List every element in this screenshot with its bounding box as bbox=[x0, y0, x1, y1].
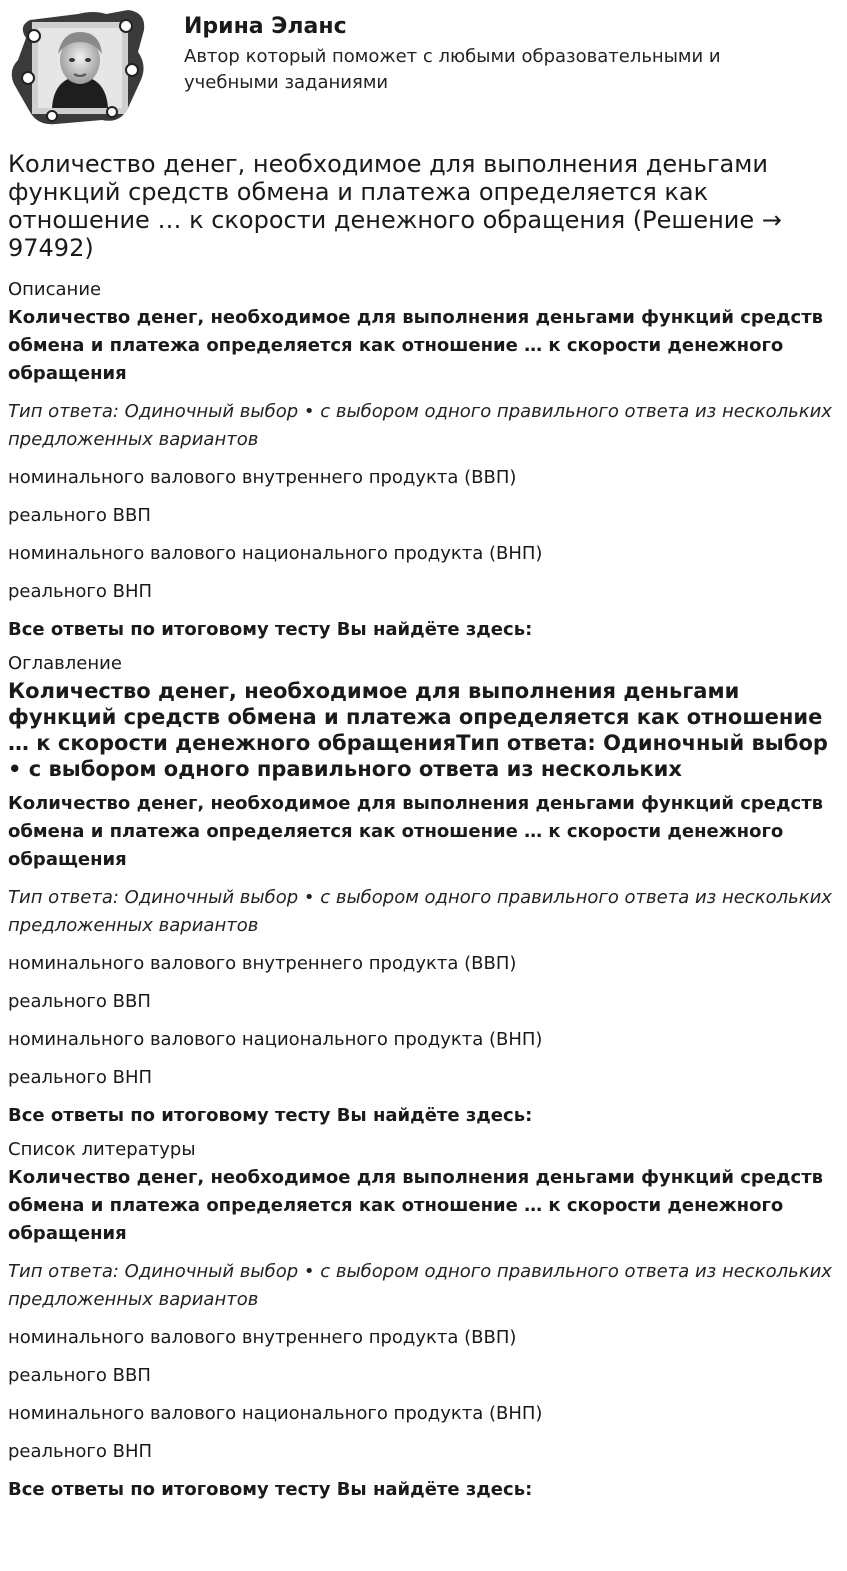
answer-type: Тип ответа: Одиночный выбор • с выбором одного правильного ответа из нескольких предложенных вариантов bbox=[8, 1261, 832, 1310]
question-text: Количество денег, необходимое для выполнения деньгами функций средств обмена и платежа определяется как отношение … к скорости денежного обращения bbox=[8, 1167, 824, 1244]
author-name[interactable]: Ирина Эланс bbox=[184, 14, 347, 39]
author-info bbox=[184, 8, 784, 96]
author-card bbox=[8, 0, 839, 138]
answer-type: Тип ответа: Одиночный выбор • с выбором одного правильного ответа из нескольких предложенных вариантов bbox=[8, 401, 832, 450]
toc-heading: Количество денег, необходимое для выполнения деньгами функций средств обмена и платежа определяется как отношение … к скорости денежного обращенияТип ответа: Одиночный выбор • с выбором одного правильного ответа из нескольких bbox=[8, 679, 828, 781]
section-label-bibliography: Список литературы bbox=[8, 1139, 196, 1160]
option-item: реального ВВП bbox=[8, 991, 151, 1012]
option-item: номинального валового внутреннего продукта (ВВП) bbox=[8, 953, 517, 974]
section-label-description: Описание bbox=[8, 279, 102, 300]
answers-link[interactable]: Все ответы по итоговому тесту Вы найдёте здесь: bbox=[8, 1479, 533, 1500]
author-avatar-icon[interactable] bbox=[8, 8, 150, 126]
option-item: реального ВВП bbox=[8, 505, 151, 526]
option-item: реального ВВП bbox=[8, 1365, 151, 1386]
option-item: номинального валового национального продукта (ВНП) bbox=[8, 1029, 543, 1050]
option-item: номинального валового национального продукта (ВНП) bbox=[8, 543, 543, 564]
option-item: номинального валового внутреннего продукта (ВВП) bbox=[8, 467, 517, 488]
answers-link[interactable]: Все ответы по итоговому тесту Вы найдёте здесь: bbox=[8, 1105, 533, 1126]
answers-link[interactable]: Все ответы по итоговому тесту Вы найдёте здесь: bbox=[8, 619, 533, 640]
question-text: Количество денег, необходимое для выполнения деньгами функций средств обмена и платежа определяется как отношение … к скорости денежного обращения bbox=[8, 307, 824, 384]
option-item: реального ВНП bbox=[8, 581, 153, 602]
option-item: номинального валового внутреннего продукта (ВВП) bbox=[8, 1327, 517, 1348]
bibliography-section bbox=[8, 1138, 839, 1504]
option-item: номинального валового национального продукта (ВНП) bbox=[8, 1403, 543, 1424]
option-item: реального ВНП bbox=[8, 1067, 153, 1088]
answer-type: Тип ответа: Одиночный выбор • с выбором одного правильного ответа из нескольких предложенных вариантов bbox=[8, 887, 832, 936]
page-title: Количество денег, необходимое для выполнения деньгами функций средств обмена и платежа определяется как отношение … к скорости денежного обращения (Решение → 97492) bbox=[8, 150, 782, 262]
toc-section bbox=[8, 652, 839, 1130]
question-text: Количество денег, необходимое для выполнения деньгами функций средств обмена и платежа определяется как отношение … к скорости денежного обращения bbox=[8, 793, 824, 870]
description-section bbox=[8, 278, 839, 644]
section-label-toc: Оглавление bbox=[8, 653, 122, 674]
option-item: реального ВНП bbox=[8, 1441, 153, 1462]
author-bio: Автор который поможет с любыми образовательными и учебными заданиями bbox=[184, 46, 721, 93]
